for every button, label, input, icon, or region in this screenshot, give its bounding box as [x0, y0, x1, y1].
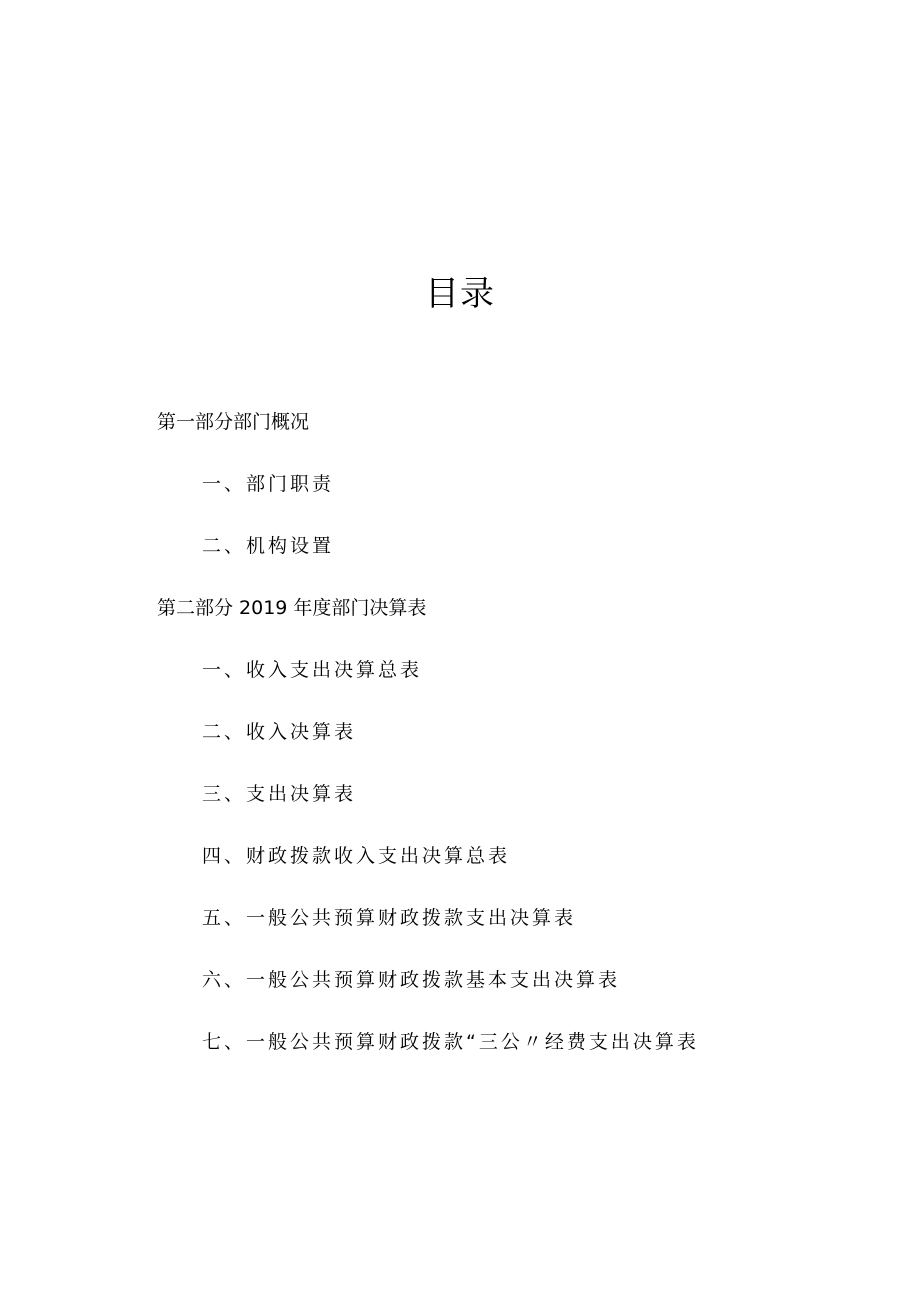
- page-title: 目录: [425, 274, 495, 314]
- toc-item-revenue-table: 二、收入决算表: [202, 721, 357, 743]
- toc-section-2-heading: 第二部分 2019 年度部门决算表: [157, 597, 427, 619]
- toc-item-expenditure-table: 三、支出决算表: [202, 783, 357, 805]
- toc-item-fiscal-appropriation-summary: 四、财政拨款收入支出决算总表: [202, 845, 511, 867]
- toc-item-three-public-expenses: 七、一般公共预算财政拨款“三公〃经费支出决算表: [202, 1031, 699, 1053]
- toc-item-organization-setup: 二、机构设置: [202, 535, 335, 557]
- toc-item-general-budget-expenditure: 五、一般公共预算财政拨款支出决算表: [202, 907, 577, 929]
- toc-item-revenue-expenditure-summary: 一、收入支出决算总表: [202, 659, 423, 681]
- toc-item-department-duties: 一、部门职责: [202, 473, 335, 495]
- toc-item-general-budget-basic-expenditure: 六、一般公共预算财政拨款基本支出决算表: [202, 969, 621, 991]
- toc-section-1-heading: 第一部分部门概况: [157, 411, 310, 433]
